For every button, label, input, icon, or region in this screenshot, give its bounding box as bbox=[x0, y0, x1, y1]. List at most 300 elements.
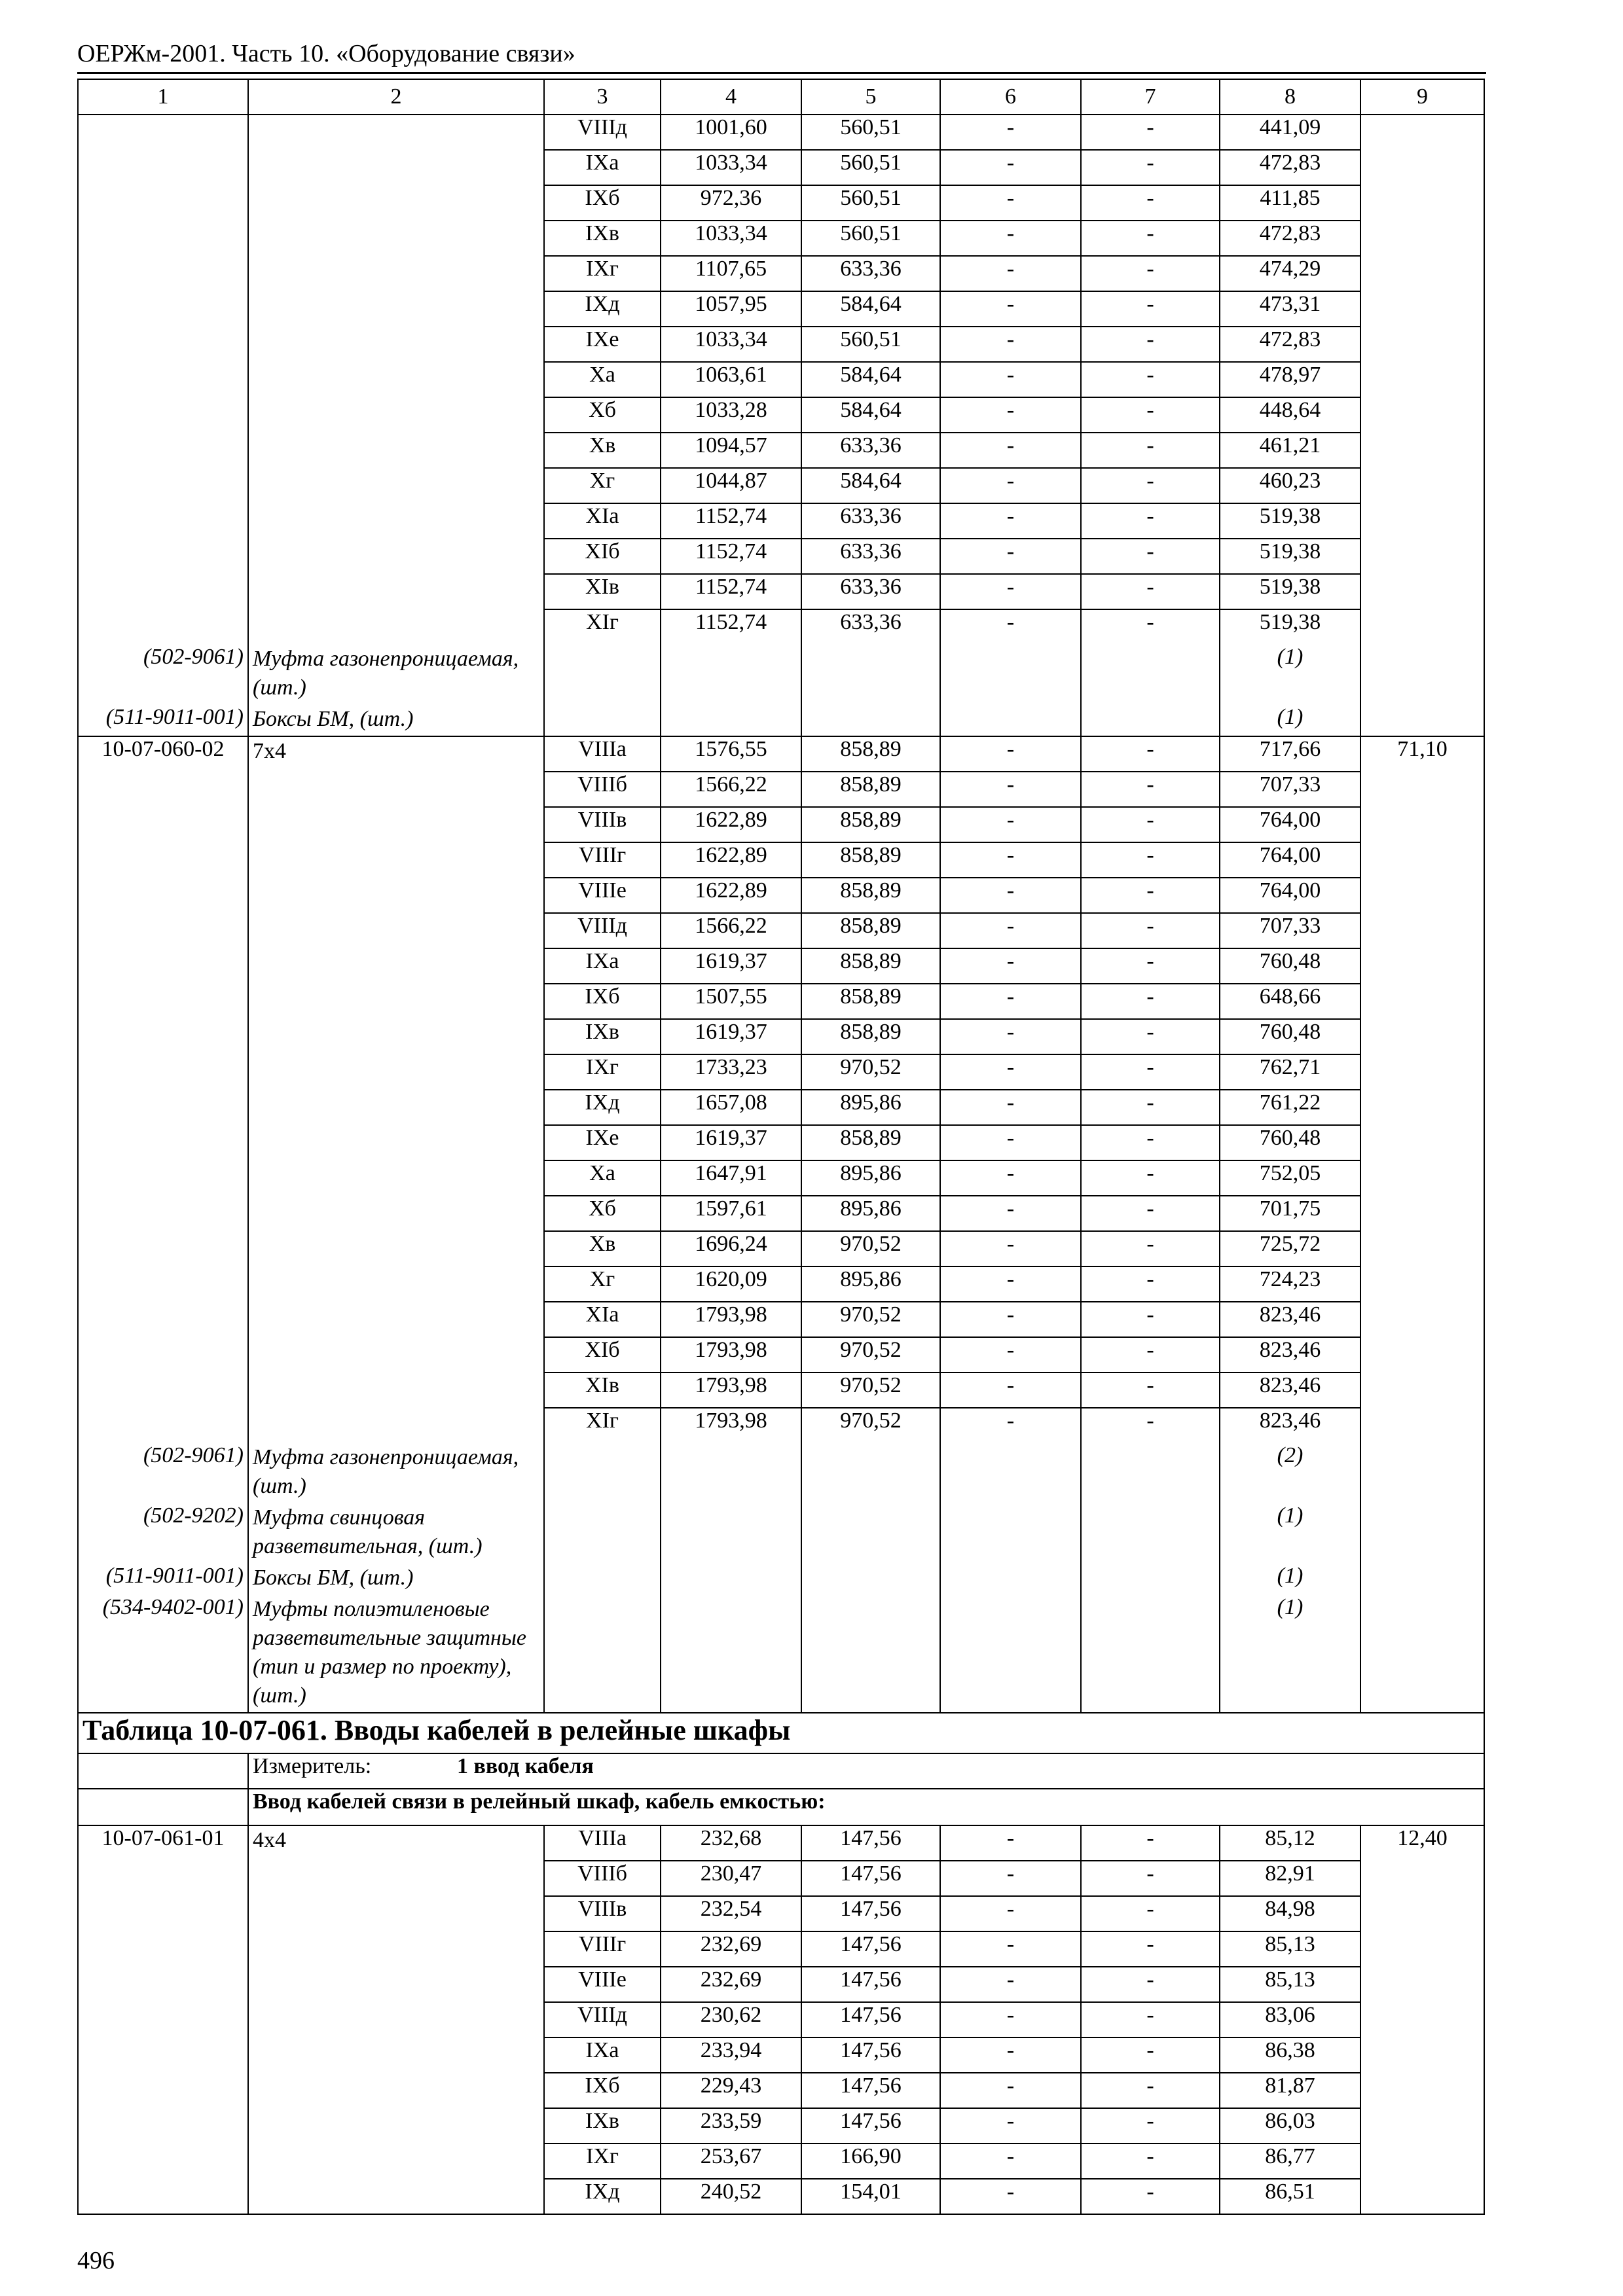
table-title-row bbox=[78, 1713, 1484, 1753]
table-row bbox=[78, 150, 1484, 185]
labor-cell bbox=[1360, 842, 1484, 878]
name-cell bbox=[248, 2073, 544, 2108]
total-cost-cell: 230,47 bbox=[661, 1861, 801, 1896]
driver-wages-cell: - bbox=[1081, 1231, 1220, 1266]
wages-cell: 560,51 bbox=[801, 327, 940, 362]
zone-cell: XIг bbox=[544, 1408, 661, 1443]
labor-cell bbox=[1360, 1861, 1484, 1896]
material-code: (511-9011-001) bbox=[78, 1564, 248, 1595]
labor-cell bbox=[1360, 1160, 1484, 1196]
machine-cell: - bbox=[940, 1896, 1081, 1931]
material-code: (502-9202) bbox=[78, 1503, 248, 1564]
code-cell bbox=[78, 1196, 248, 1231]
labor-cell bbox=[1360, 433, 1484, 468]
material-qty: (1) bbox=[1220, 645, 1360, 705]
name-cell bbox=[248, 1372, 544, 1408]
column-number: 9 bbox=[1360, 79, 1484, 115]
table-row bbox=[78, 1967, 1484, 2002]
wages-cell: 858,89 bbox=[801, 1019, 940, 1054]
materials-cell: 82,91 bbox=[1220, 1861, 1360, 1896]
wages-cell: 147,56 bbox=[801, 2037, 940, 2073]
name-cell bbox=[248, 1896, 544, 1931]
code-cell bbox=[78, 185, 248, 221]
code-cell bbox=[78, 1302, 248, 1337]
zone-cell: IXа bbox=[544, 150, 661, 185]
labor-cell bbox=[1360, 221, 1484, 256]
labor-cell bbox=[1360, 185, 1484, 221]
measure-label: Измеритель: bbox=[253, 1754, 372, 1778]
empty-cell bbox=[1360, 1503, 1484, 1564]
code-cell bbox=[78, 1054, 248, 1090]
name-cell bbox=[248, 2108, 544, 2144]
empty-cell bbox=[661, 645, 801, 705]
materials-cell: 86,77 bbox=[1220, 2144, 1360, 2179]
driver-wages-cell: - bbox=[1081, 1896, 1220, 1931]
machine-cell: - bbox=[940, 1054, 1081, 1090]
labor-cell bbox=[1360, 150, 1484, 185]
material-qty: (1) bbox=[1220, 705, 1360, 736]
wages-cell: 633,36 bbox=[801, 256, 940, 291]
zone-cell: VIIIб bbox=[544, 1861, 661, 1896]
empty-cell bbox=[801, 705, 940, 736]
labor-cell: 12,40 bbox=[1360, 1825, 1484, 1861]
measure-value: 1 ввод кабеля bbox=[457, 1754, 594, 1778]
total-cost-cell: 1696,24 bbox=[661, 1231, 801, 1266]
material-name: Муфта свинцовая разветвительная, (шт.) bbox=[248, 1503, 544, 1564]
name-cell bbox=[248, 1090, 544, 1125]
total-cost-cell: 1033,34 bbox=[661, 150, 801, 185]
total-cost-cell: 1152,74 bbox=[661, 574, 801, 609]
column-number: 7 bbox=[1081, 79, 1220, 115]
table-row bbox=[78, 878, 1484, 913]
total-cost-cell: 232,69 bbox=[661, 1931, 801, 1967]
machine-cell: - bbox=[940, 1861, 1081, 1896]
code-cell bbox=[78, 1372, 248, 1408]
empty-cell bbox=[801, 1564, 940, 1595]
driver-wages-cell: - bbox=[1081, 2144, 1220, 2179]
name-cell bbox=[248, 362, 544, 397]
labor-cell bbox=[1360, 948, 1484, 984]
total-cost-cell: 1647,91 bbox=[661, 1160, 801, 1196]
zone-cell: VIIIв bbox=[544, 1896, 661, 1931]
total-cost-cell: 1044,87 bbox=[661, 468, 801, 503]
wages-cell: 633,36 bbox=[801, 539, 940, 574]
table-row bbox=[78, 503, 1484, 539]
labor-cell bbox=[1360, 1196, 1484, 1231]
table-row bbox=[78, 2108, 1484, 2144]
materials-cell: 823,46 bbox=[1220, 1302, 1360, 1337]
machine-cell: - bbox=[940, 913, 1081, 948]
labor-cell bbox=[1360, 1896, 1484, 1931]
name-cell bbox=[248, 984, 544, 1019]
material-qty: (2) bbox=[1220, 1443, 1360, 1503]
empty-cell bbox=[801, 645, 940, 705]
code-cell bbox=[78, 2144, 248, 2179]
labor-cell: 71,10 bbox=[1360, 736, 1484, 772]
materials-cell: 823,46 bbox=[1220, 1408, 1360, 1443]
name-cell bbox=[248, 115, 544, 150]
zone-cell: VIIIв bbox=[544, 807, 661, 842]
labor-cell bbox=[1360, 397, 1484, 433]
name-cell bbox=[248, 539, 544, 574]
machine-cell: - bbox=[940, 2037, 1081, 2073]
table-row bbox=[78, 1090, 1484, 1125]
machine-cell: - bbox=[940, 736, 1081, 772]
total-cost-cell: 253,67 bbox=[661, 2144, 801, 2179]
wages-cell: 633,36 bbox=[801, 433, 940, 468]
total-cost-cell: 232,54 bbox=[661, 1896, 801, 1931]
total-cost-cell: 1033,28 bbox=[661, 397, 801, 433]
zone-cell: Xб bbox=[544, 397, 661, 433]
table-row bbox=[78, 1054, 1484, 1090]
name-cell bbox=[248, 609, 544, 645]
table-row bbox=[78, 1372, 1484, 1408]
code-cell bbox=[78, 397, 248, 433]
table-row bbox=[78, 1266, 1484, 1302]
empty-cell bbox=[1081, 1595, 1220, 1713]
zone-cell: VIIIд bbox=[544, 2002, 661, 2037]
machine-cell: - bbox=[940, 609, 1081, 645]
name-cell bbox=[248, 503, 544, 539]
labor-cell bbox=[1360, 1337, 1484, 1372]
code-cell: 10-07-060-02 bbox=[78, 736, 248, 772]
driver-wages-cell: - bbox=[1081, 2073, 1220, 2108]
total-cost-cell: 233,94 bbox=[661, 2037, 801, 2073]
name-cell bbox=[248, 1266, 544, 1302]
material-name: Муфта газонепроницаемая, (шт.) bbox=[248, 645, 544, 705]
zone-cell: Xа bbox=[544, 1160, 661, 1196]
name-cell bbox=[248, 807, 544, 842]
empty-cell bbox=[940, 1443, 1081, 1503]
code-cell bbox=[78, 2037, 248, 2073]
driver-wages-cell: - bbox=[1081, 185, 1220, 221]
materials-cell: 519,38 bbox=[1220, 539, 1360, 574]
materials-cell: 81,87 bbox=[1220, 2073, 1360, 2108]
driver-wages-cell: - bbox=[1081, 842, 1220, 878]
column-number-row bbox=[78, 79, 1484, 115]
materials-cell: 760,48 bbox=[1220, 1019, 1360, 1054]
labor-cell bbox=[1360, 913, 1484, 948]
zone-cell: VIIIг bbox=[544, 842, 661, 878]
zone-cell: Xб bbox=[544, 1196, 661, 1231]
table-row bbox=[78, 1408, 1484, 1443]
driver-wages-cell: - bbox=[1081, 1160, 1220, 1196]
code-cell bbox=[78, 2002, 248, 2037]
code-cell bbox=[78, 115, 248, 150]
labor-cell bbox=[1360, 1231, 1484, 1266]
driver-wages-cell: - bbox=[1081, 1967, 1220, 2002]
code-cell bbox=[78, 1231, 248, 1266]
code-cell bbox=[78, 913, 248, 948]
code-cell bbox=[78, 984, 248, 1019]
materials-cell: 725,72 bbox=[1220, 1231, 1360, 1266]
machine-cell: - bbox=[940, 115, 1081, 150]
total-cost-cell: 1619,37 bbox=[661, 1125, 801, 1160]
code-cell bbox=[78, 433, 248, 468]
labor-cell bbox=[1360, 772, 1484, 807]
name-cell bbox=[248, 468, 544, 503]
column-number: 3 bbox=[544, 79, 661, 115]
driver-wages-cell: - bbox=[1081, 2002, 1220, 2037]
total-cost-cell: 1620,09 bbox=[661, 1266, 801, 1302]
materials-cell: 823,46 bbox=[1220, 1337, 1360, 1372]
machine-cell: - bbox=[940, 1160, 1081, 1196]
wages-cell: 970,52 bbox=[801, 1372, 940, 1408]
total-cost-cell: 1657,08 bbox=[661, 1090, 801, 1125]
machine-cell: - bbox=[940, 2002, 1081, 2037]
machine-cell: - bbox=[940, 1196, 1081, 1231]
empty-cell bbox=[940, 1564, 1081, 1595]
code-cell bbox=[78, 1160, 248, 1196]
labor-cell bbox=[1360, 1090, 1484, 1125]
zone-cell: VIIIб bbox=[544, 772, 661, 807]
total-cost-cell: 1576,55 bbox=[661, 736, 801, 772]
table-row bbox=[78, 1196, 1484, 1231]
total-cost-cell: 1793,98 bbox=[661, 1408, 801, 1443]
name-cell bbox=[248, 1196, 544, 1231]
machine-cell: - bbox=[940, 256, 1081, 291]
total-cost-cell: 1622,89 bbox=[661, 807, 801, 842]
driver-wages-cell: - bbox=[1081, 736, 1220, 772]
zone-cell: VIIIд bbox=[544, 115, 661, 150]
driver-wages-cell: - bbox=[1081, 913, 1220, 948]
total-cost-cell: 1622,89 bbox=[661, 842, 801, 878]
total-cost-cell: 232,68 bbox=[661, 1825, 801, 1861]
zone-cell: IXб bbox=[544, 185, 661, 221]
table-row bbox=[78, 362, 1484, 397]
wages-cell: 858,89 bbox=[801, 842, 940, 878]
materials-cell: 85,13 bbox=[1220, 1931, 1360, 1967]
table-row bbox=[78, 468, 1484, 503]
column-number: 8 bbox=[1220, 79, 1360, 115]
materials-cell: 85,13 bbox=[1220, 1967, 1360, 2002]
name-cell bbox=[248, 948, 544, 984]
table-row bbox=[78, 1896, 1484, 1931]
materials-cell: 86,03 bbox=[1220, 2108, 1360, 2144]
name-cell bbox=[248, 433, 544, 468]
empty-cell bbox=[544, 1564, 661, 1595]
driver-wages-cell: - bbox=[1081, 807, 1220, 842]
wages-cell: 970,52 bbox=[801, 1337, 940, 1372]
wages-cell: 584,64 bbox=[801, 362, 940, 397]
labor-cell bbox=[1360, 1125, 1484, 1160]
machine-cell: - bbox=[940, 539, 1081, 574]
materials-cell: 461,21 bbox=[1220, 433, 1360, 468]
materials-cell: 519,38 bbox=[1220, 609, 1360, 645]
driver-wages-cell: - bbox=[1081, 433, 1220, 468]
code-cell bbox=[78, 574, 248, 609]
empty-cell bbox=[661, 1595, 801, 1713]
labor-cell bbox=[1360, 2037, 1484, 2073]
empty-cell bbox=[940, 705, 1081, 736]
wages-cell: 154,01 bbox=[801, 2179, 940, 2214]
machine-cell: - bbox=[940, 2179, 1081, 2214]
labor-cell bbox=[1360, 574, 1484, 609]
name-cell bbox=[248, 842, 544, 878]
total-cost-cell: 240,52 bbox=[661, 2179, 801, 2214]
code-cell bbox=[78, 772, 248, 807]
name-cell bbox=[248, 878, 544, 913]
materials-cell: 411,85 bbox=[1220, 185, 1360, 221]
table-row bbox=[78, 397, 1484, 433]
code-cell: 10-07-061-01 bbox=[78, 1825, 248, 1861]
zone-cell: IXб bbox=[544, 2073, 661, 2108]
labor-cell bbox=[1360, 2073, 1484, 2108]
driver-wages-cell: - bbox=[1081, 1125, 1220, 1160]
total-cost-cell: 1597,61 bbox=[661, 1196, 801, 1231]
machine-cell: - bbox=[940, 1372, 1081, 1408]
empty-cell bbox=[940, 1503, 1081, 1564]
table-row bbox=[78, 574, 1484, 609]
driver-wages-cell: - bbox=[1081, 1302, 1220, 1337]
total-cost-cell: 1622,89 bbox=[661, 878, 801, 913]
empty-cell bbox=[544, 645, 661, 705]
zone-cell: Xв bbox=[544, 1231, 661, 1266]
wages-cell: 147,56 bbox=[801, 2073, 940, 2108]
table-row bbox=[78, 2002, 1484, 2037]
wages-cell: 560,51 bbox=[801, 221, 940, 256]
materials-cell: 707,33 bbox=[1220, 913, 1360, 948]
code-cell bbox=[78, 221, 248, 256]
labor-cell bbox=[1360, 2144, 1484, 2179]
table-row bbox=[78, 772, 1484, 807]
zone-cell: XIа bbox=[544, 1302, 661, 1337]
machine-cell: - bbox=[940, 1090, 1081, 1125]
code-cell bbox=[78, 362, 248, 397]
driver-wages-cell: - bbox=[1081, 362, 1220, 397]
materials-cell: 761,22 bbox=[1220, 1090, 1360, 1125]
name-cell bbox=[248, 1231, 544, 1266]
empty-cell bbox=[661, 1503, 801, 1564]
empty-cell bbox=[1360, 1564, 1484, 1595]
wages-cell: 970,52 bbox=[801, 1231, 940, 1266]
table-row bbox=[78, 1302, 1484, 1337]
machine-cell: - bbox=[940, 150, 1081, 185]
materials-cell: 460,23 bbox=[1220, 468, 1360, 503]
total-cost-cell: 1033,34 bbox=[661, 327, 801, 362]
table-row bbox=[78, 2144, 1484, 2179]
labor-cell bbox=[1360, 2179, 1484, 2214]
empty-cell bbox=[1360, 1595, 1484, 1713]
labor-cell bbox=[1360, 1054, 1484, 1090]
machine-cell: - bbox=[940, 1019, 1081, 1054]
table-row bbox=[78, 221, 1484, 256]
driver-wages-cell: - bbox=[1081, 468, 1220, 503]
description-cell: Ввод кабелей связи в релейный шкаф, кабель емкостью: bbox=[248, 1789, 1484, 1825]
wages-cell: 895,86 bbox=[801, 1090, 940, 1125]
empty-cell bbox=[940, 645, 1081, 705]
materials-cell: 478,97 bbox=[1220, 362, 1360, 397]
total-cost-cell: 1107,65 bbox=[661, 256, 801, 291]
empty-cell bbox=[1081, 645, 1220, 705]
driver-wages-cell: - bbox=[1081, 539, 1220, 574]
name-cell bbox=[248, 913, 544, 948]
zone-cell: XIа bbox=[544, 503, 661, 539]
name-cell bbox=[248, 327, 544, 362]
machine-cell: - bbox=[940, 468, 1081, 503]
zone-cell: IXв bbox=[544, 1019, 661, 1054]
material-row bbox=[78, 705, 1484, 736]
name-cell bbox=[248, 150, 544, 185]
machine-cell: - bbox=[940, 1408, 1081, 1443]
rates-table bbox=[77, 79, 1485, 2215]
table-row bbox=[78, 1337, 1484, 1372]
empty-cell bbox=[940, 1595, 1081, 1713]
name-cell bbox=[248, 1125, 544, 1160]
material-qty: (1) bbox=[1220, 1564, 1360, 1595]
table-row bbox=[78, 433, 1484, 468]
wages-cell: 858,89 bbox=[801, 772, 940, 807]
code-cell bbox=[78, 256, 248, 291]
labor-cell bbox=[1360, 1967, 1484, 2002]
machine-cell: - bbox=[940, 327, 1081, 362]
wages-cell: 858,89 bbox=[801, 736, 940, 772]
machine-cell: - bbox=[940, 2144, 1081, 2179]
materials-cell: 762,71 bbox=[1220, 1054, 1360, 1090]
materials-cell: 764,00 bbox=[1220, 878, 1360, 913]
code-cell bbox=[78, 2108, 248, 2144]
driver-wages-cell: - bbox=[1081, 1372, 1220, 1408]
table-row bbox=[78, 948, 1484, 984]
empty-cell bbox=[1360, 645, 1484, 705]
name-cell bbox=[248, 2037, 544, 2073]
machine-cell: - bbox=[940, 878, 1081, 913]
zone-cell: XIв bbox=[544, 574, 661, 609]
machine-cell: - bbox=[940, 1931, 1081, 1967]
labor-cell bbox=[1360, 291, 1484, 327]
labor-cell bbox=[1360, 878, 1484, 913]
total-cost-cell: 1033,34 bbox=[661, 221, 801, 256]
materials-cell: 473,31 bbox=[1220, 291, 1360, 327]
machine-cell: - bbox=[940, 1266, 1081, 1302]
wages-cell: 560,51 bbox=[801, 115, 940, 150]
material-code: (534-9402-001) bbox=[78, 1595, 248, 1713]
table-row bbox=[78, 1231, 1484, 1266]
wages-cell: 895,86 bbox=[801, 1266, 940, 1302]
empty-cell bbox=[1081, 1443, 1220, 1503]
zone-cell: VIIIа bbox=[544, 1825, 661, 1861]
wages-cell: 147,56 bbox=[801, 1825, 940, 1861]
code-cell bbox=[78, 609, 248, 645]
name-cell bbox=[248, 2002, 544, 2037]
wages-cell: 858,89 bbox=[801, 878, 940, 913]
column-number: 2 bbox=[248, 79, 544, 115]
code-cell bbox=[78, 807, 248, 842]
code-cell bbox=[78, 503, 248, 539]
empty-cell bbox=[661, 1443, 801, 1503]
driver-wages-cell: - bbox=[1081, 948, 1220, 984]
materials-cell: 474,29 bbox=[1220, 256, 1360, 291]
machine-cell: - bbox=[940, 1125, 1081, 1160]
machine-cell: - bbox=[940, 503, 1081, 539]
code-cell bbox=[78, 1266, 248, 1302]
materials-cell: 764,00 bbox=[1220, 807, 1360, 842]
total-cost-cell: 1152,74 bbox=[661, 539, 801, 574]
wages-cell: 895,86 bbox=[801, 1196, 940, 1231]
name-cell bbox=[248, 221, 544, 256]
table-row bbox=[78, 807, 1484, 842]
wages-cell: 633,36 bbox=[801, 503, 940, 539]
total-cost-cell: 230,62 bbox=[661, 2002, 801, 2037]
wages-cell: 166,90 bbox=[801, 2144, 940, 2179]
wages-cell: 895,86 bbox=[801, 1160, 940, 1196]
wages-cell: 970,52 bbox=[801, 1302, 940, 1337]
total-cost-cell: 233,59 bbox=[661, 2108, 801, 2144]
empty-cell bbox=[801, 1443, 940, 1503]
machine-cell: - bbox=[940, 1302, 1081, 1337]
measure-row bbox=[78, 1753, 1484, 1789]
code-cell bbox=[78, 1090, 248, 1125]
